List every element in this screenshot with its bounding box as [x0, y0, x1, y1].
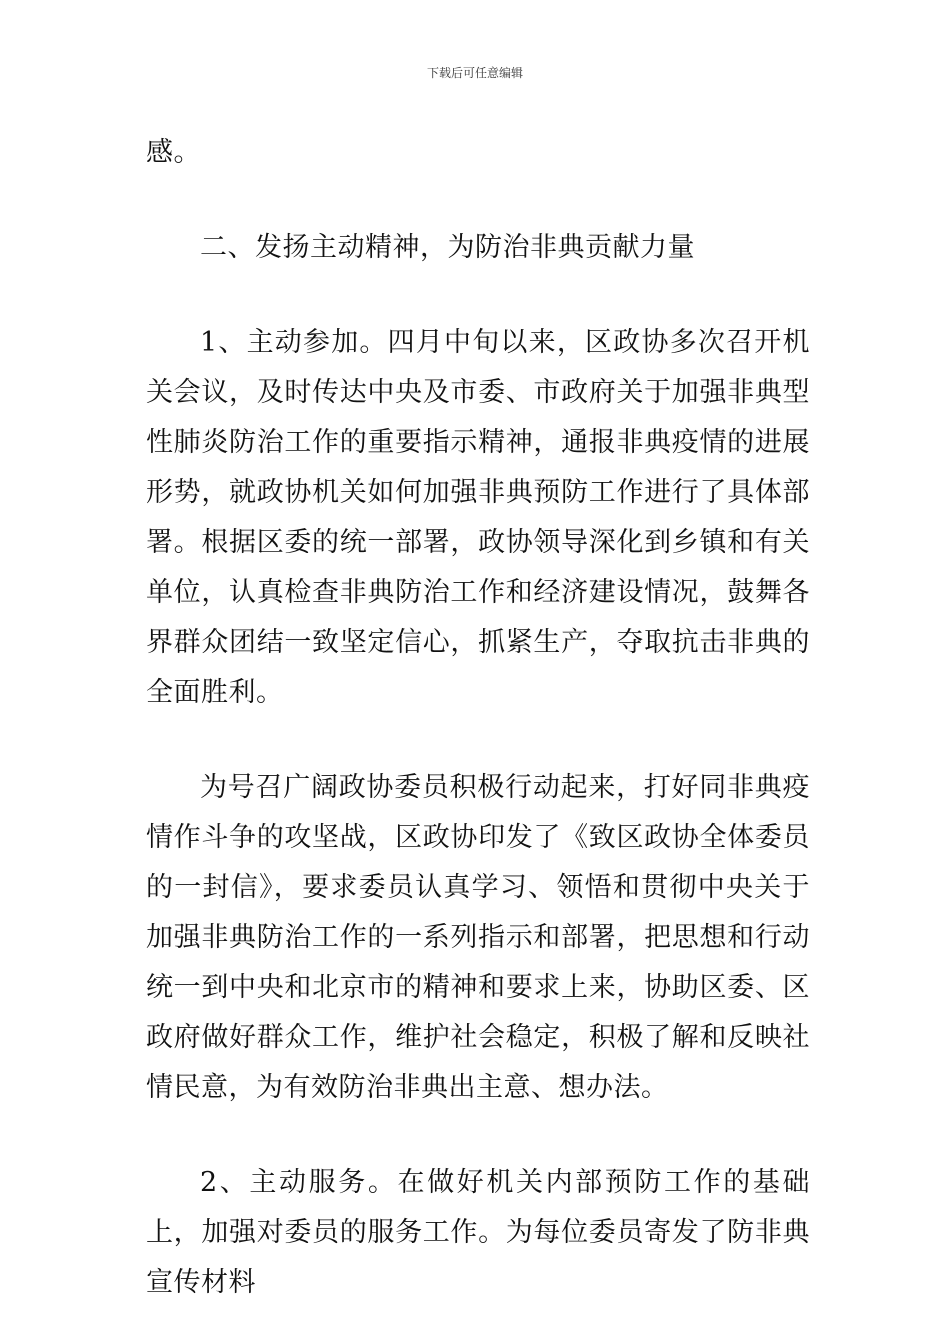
continuation-text: 感。 [146, 137, 201, 168]
page-header-note: 下载后可任意编辑 [426, 66, 523, 80]
document-body [146, 128, 810, 1308]
section-heading: 二、发扬主动精神，为防治非典贡献力量 [200, 232, 695, 263]
paragraph-active-service: 2、主动服务。在做好机关内部预防工作的基础上，加强对委员的服务工作。为每位委员寄发了防非典宣传材料 [146, 1167, 810, 1298]
paragraph-active-participation: 1、主动参加。四月中旬以来，区政协多次召开机关会议，及时传达中央及市委、市政府关于加强非典型性肺炎防治工作的重要指示精神，通报非典疫情的进展形势，就政协机关如何加强非典预防工作进行了具体部署。根据区委的统一部署，政协领导深化到乡镇和有关单位，认真检查非典防治工作和经济建设情况，鼓舞各界群众团结一致坚定信心，抓紧生产，夺取抗击非典的全面胜利。 [146, 327, 810, 708]
paragraph-letter-to-members: 为号召广阔政协委员积极行动起来，打好同非典疫情作斗争的攻坚战，区政协印发了《致区政协全体委员的一封信》，要求委员认真学习、领悟和贯彻中央关于加强非典防治工作的一系列指示和部署，把思想和行动统一到中央和北京市的精神和要求上来，协助区委、区政府做好群众工作，维护社会稳定，积极了解和反映社情民意，为有效防治非典出主意、想办法。 [146, 772, 810, 1103]
